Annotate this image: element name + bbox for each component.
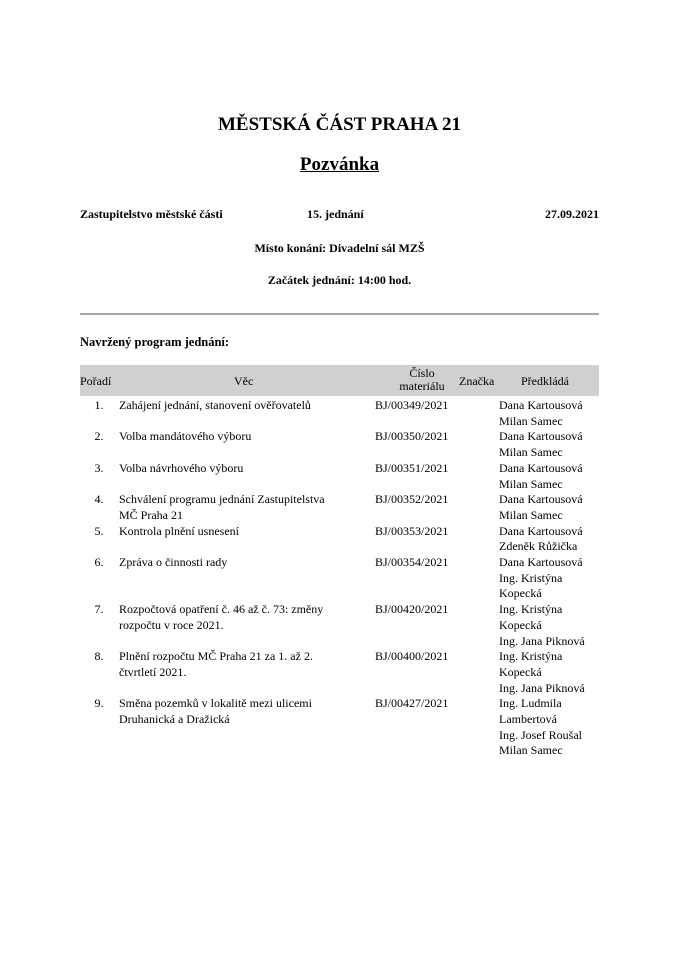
presenter-name: Kopecká <box>499 664 542 679</box>
row-material-number: BJ/00351/2021 <box>375 460 449 475</box>
header-material <box>386 367 458 393</box>
row-number: 8. <box>94 649 104 664</box>
divider <box>80 313 599 315</box>
presenter-name: Dana Kartousová <box>499 523 583 538</box>
row-material-number: BJ/00353/2021 <box>375 523 449 538</box>
row-presenters <box>499 696 599 759</box>
presenter-name: Dana Kartousová <box>499 429 583 444</box>
row-material-number: BJ/00352/2021 <box>375 492 449 507</box>
row-number: 9. <box>94 696 104 711</box>
presenter-name: Dana Kartousová <box>499 460 583 475</box>
row-presenters <box>499 429 599 460</box>
row-number: 4. <box>94 492 104 507</box>
row-presenters <box>499 398 599 429</box>
row-material-number: BJ/00427/2021 <box>375 696 449 711</box>
row-subject-line: čtvrtletí 2021. <box>119 664 187 679</box>
row-number: 3. <box>94 460 104 475</box>
table-row <box>80 555 599 602</box>
row-subject-line: Volba návrhového výboru <box>119 460 244 475</box>
row-subject <box>118 649 375 696</box>
program-heading: Navržený program jednání: <box>80 335 230 349</box>
row-presenters <box>499 461 599 492</box>
presenter-name: Ing. Ludmila <box>499 696 562 711</box>
presenter-name: Kopecká <box>499 617 542 632</box>
row-subject-line: Zpráva o činnosti rady <box>119 555 228 570</box>
presenter-name: Lambertová <box>499 712 557 727</box>
presenter-name: Ing. Jana Piknová <box>499 633 585 648</box>
row-number: 1. <box>94 398 104 412</box>
row-subject-line: Volba mandátového výboru <box>119 429 252 444</box>
row-subject-line: Schválení programu jednání Zastupitelstva <box>119 492 325 507</box>
row-subject-line: Druhanická a Dražická <box>119 712 230 727</box>
row-subject-line: Plnění rozpočtu MČ Praha 21 za 1. až 2. <box>119 649 313 664</box>
document-title: MĚSTSKÁ ČÁST PRAHA 21 <box>217 114 461 135</box>
row-presenters <box>499 602 599 649</box>
header-mark: Značka <box>459 374 495 388</box>
presenter-name: Ing. Josef Roušal <box>499 727 582 742</box>
row-material-number: BJ/00354/2021 <box>375 555 449 570</box>
row-material-number: BJ/00349/2021 <box>375 398 449 412</box>
row-presenters <box>499 649 599 696</box>
header-material-line2: materiálu <box>399 379 445 394</box>
header-order: Pořadí <box>80 374 112 388</box>
row-material-number: BJ/00420/2021 <box>375 602 449 617</box>
table-header <box>80 365 599 396</box>
meeting-start: Začátek jednání: 14:00 hod. <box>267 273 412 287</box>
row-subject <box>118 524 375 555</box>
header-subject: Věc <box>234 374 254 388</box>
row-subject <box>118 602 375 649</box>
presenter-name: Kopecká <box>499 586 542 601</box>
row-presenters <box>499 555 599 602</box>
table-row <box>80 649 599 696</box>
row-subject <box>118 461 375 492</box>
row-material-number: BJ/00350/2021 <box>375 429 449 444</box>
presenter-name: Milan Samec <box>499 743 563 758</box>
presenter-name: Milan Samec <box>499 476 563 491</box>
table-row <box>80 602 599 649</box>
presenter-name: Dana Kartousová <box>499 398 583 412</box>
row-subject <box>118 492 375 523</box>
presenter-name: Milan Samec <box>499 507 563 522</box>
meeting-body: Zastupitelstvo městské části <box>80 207 223 221</box>
agenda-table-body <box>80 398 599 759</box>
presenter-name: Ing. Kristýna <box>499 602 563 617</box>
meeting-venue: Místo konání: Divadelní sál MZŠ <box>254 241 425 255</box>
row-number: 6. <box>94 555 104 570</box>
table-row <box>80 696 599 759</box>
row-subject-line: Rozpočtová opatření č. 46 až č. 73: změny <box>119 602 324 617</box>
row-subject-line: Kontrola plnění usnesení <box>119 523 239 538</box>
presenter-name: Milan Samec <box>499 413 563 428</box>
row-presenters <box>499 524 599 555</box>
row-subject-line: Zahájení jednání, stanovení ověřovatelů <box>119 398 311 412</box>
table-row <box>80 461 599 492</box>
row-subject <box>118 429 375 460</box>
presenter-name: Ing. Jana Piknová <box>499 680 585 695</box>
document-subtitle: Pozvánka <box>299 154 380 175</box>
table-row <box>80 492 599 523</box>
table-row <box>80 398 599 429</box>
presenter-name: Dana Kartousová <box>499 492 583 507</box>
row-subject <box>118 555 375 602</box>
row-number: 2. <box>94 429 104 444</box>
presenter-name: Zdeněk Růžička <box>499 539 578 554</box>
presenter-name: Ing. Kristýna <box>499 649 563 664</box>
row-subject-line: Směna pozemků v lokalitě mezi ulicemi <box>119 696 312 711</box>
row-subject <box>118 696 375 759</box>
row-subject-line: rozpočtu v roce 2021. <box>119 617 224 632</box>
presenter-name: Ing. Kristýna <box>499 570 563 585</box>
presenter-name: Dana Kartousová <box>499 555 583 570</box>
row-number: 7. <box>94 602 104 617</box>
row-number: 5. <box>94 523 104 538</box>
row-subject <box>118 398 375 429</box>
header-presenter: Předkládá <box>521 374 569 388</box>
presenter-name: Milan Samec <box>499 445 563 460</box>
table-row <box>80 429 599 460</box>
row-material-number: BJ/00400/2021 <box>375 649 449 664</box>
session-number: 15. jednání <box>307 207 364 221</box>
table-row <box>80 524 599 555</box>
row-presenters <box>499 492 599 523</box>
meeting-date: 27.09.2021 <box>545 207 599 221</box>
header-material-line1: Číslo <box>409 366 435 380</box>
row-subject-line: MČ Praha 21 <box>119 507 183 522</box>
